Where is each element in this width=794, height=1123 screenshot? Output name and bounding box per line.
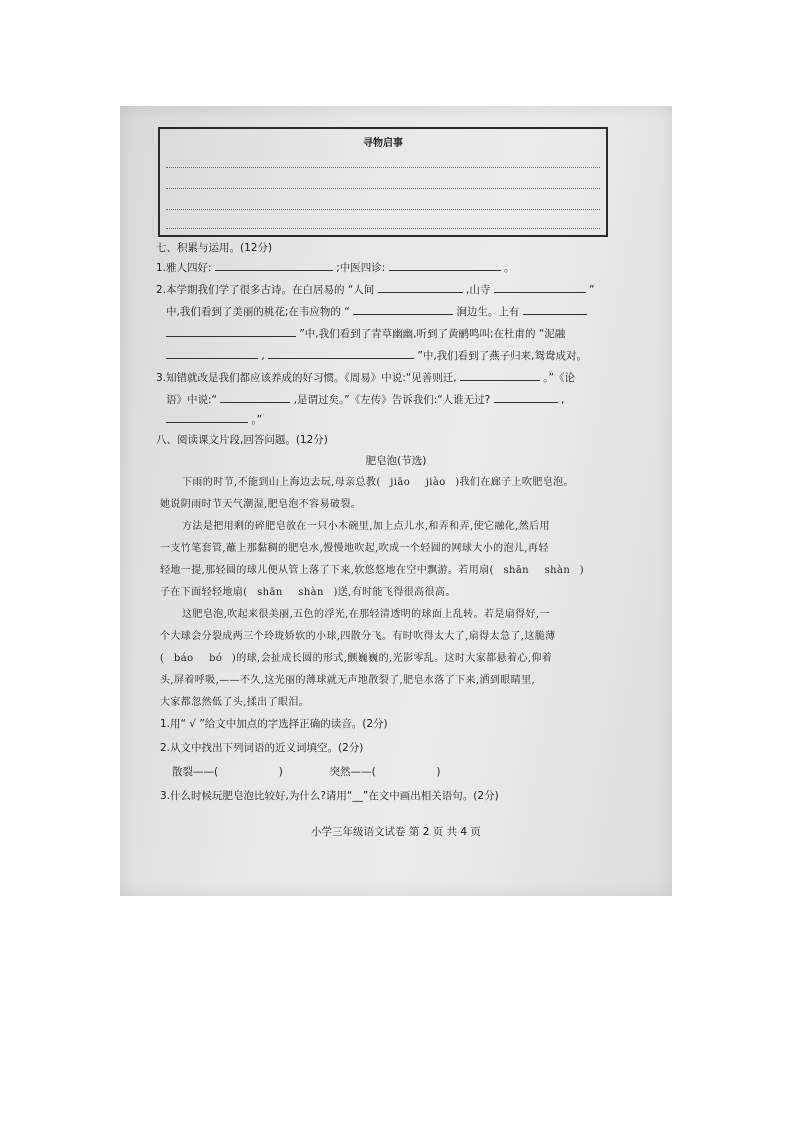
q7-2-text-g: , [261,350,265,362]
pinyin-option[interactable]: jiào [425,477,446,488]
q7-item-2-line-3 [166,326,565,341]
answer-blank[interactable] [220,393,290,403]
essay-title: 肥皂泡(节选) [365,455,427,467]
paren-close: ) [436,766,441,778]
essay-text: )的球,会扯成长圆的形式,颤巍巍的,光影零乱。这时大家都悬着心,仰着 [231,653,553,664]
essay-line: 个大球会分裂成两三个玲珑娇软的小球,四散分飞。有时吹得太大了,扇得太急了,这脆薄 [160,631,556,642]
q7-2-text-c: ” [589,284,595,296]
subquestion-2-blanks [172,764,441,779]
essay-line [182,473,574,488]
q7-2-text-h: ”中,我们看到了燕子归来,鸳鸯成对。 [417,350,587,362]
essay-text: 轻地一提,那轻圆的球儿便从管上落了下来,软悠悠地在空中飘游。若用扇( [160,565,494,576]
essay-text: )我们在廊子上吹肥皂泡。 [455,477,574,488]
q7-3-text-b: 。”《论 [543,372,575,384]
exam-page-photo [120,106,672,896]
answer-blank[interactable] [494,283,586,293]
q7-3-text-e: , [560,394,565,406]
essay-text: )送,有时能飞得很高很高。 [333,587,456,598]
essay-line: 头,屏着呼吸,——不久,这光丽的薄球就无声地散裂了,肥皂水落了下来,洒到眼睛里, [160,675,536,686]
q7-3-text-f: 。” [251,414,263,426]
writing-line [166,209,600,210]
answer-blank[interactable] [166,327,296,337]
pinyin-option[interactable]: bó [209,653,223,664]
q7-1-label-b: ;中医四诊: [336,262,386,274]
q7-item-1 [156,260,515,275]
essay-text: 下雨的时节,不能到山上海边去玩,母亲总教( [182,477,381,488]
answer-blank[interactable] [166,349,258,359]
answer-blank[interactable] [494,393,558,403]
pinyin-option[interactable]: shàn [298,587,324,598]
q7-2-text-b: ,山寺 [465,284,491,296]
essay-line: 大家都忽然低了头,揉出了眼泪。 [160,697,310,708]
essay-line: 方法是把用剩的碎肥皂放在一只小木碗里,加上点儿水,和弄和弄,使它融化,然后用 [182,521,550,532]
answer-blank[interactable] [268,349,414,359]
pinyin-option[interactable]: báo [173,653,194,664]
pinyin-option[interactable]: shān [503,565,530,576]
word-prompt: 突然——( [329,766,376,778]
q7-2-text-f: ”中,我们看到了青草幽幽,听到了黄鹂鸣叫;在杜甫的 “泥融 [299,328,566,340]
q7-item-2-line-4 [166,348,587,363]
answer-blank[interactable] [378,283,463,293]
word-prompt: 散裂——( [172,766,219,778]
pinyin-option[interactable]: shān [257,587,283,598]
subquestion-2: 2.从文中找出下列词语的近义词填空。(2分) [160,742,364,754]
q7-2-text-a: 2.本学期我们学了很多古诗。在白居易的 “人间 [156,284,375,296]
essay-line: 一支竹笔套管,蘸上那黏稠的肥皂水,慢慢地吹起,吹成一个轻圆的网球大小的泡儿,再轻 [160,543,549,554]
answer-blank[interactable] [353,305,453,315]
section-8-header: 八、阅读课文片段,回答问题。(12分) [156,434,328,446]
section-7-header: 七、积累与运用。(12分) [156,242,273,254]
writing-line [166,188,600,189]
answer-blank[interactable] [166,413,248,423]
essay-text: ( [160,653,165,664]
answer-blank[interactable] [523,305,587,315]
q7-item-3-line-2 [166,392,564,407]
writing-line [166,228,600,229]
q7-1-end: 。 [504,262,515,274]
q7-3-text-c: 语》中说:“ [166,394,217,406]
essay-text: 子在下面轻轻地扇( [160,587,248,598]
paren-close: ) [278,766,283,778]
subquestion-1: 1.用“ √ ”给文中加点的字选择正确的读音。(2分) [160,718,388,730]
notice-title: 寻物启事 [363,138,403,149]
essay-line [160,583,456,598]
q7-2-text-e: 涧边生。上有 [456,306,520,318]
q7-3-text-d: ,是谓过矣。”《左传》告诉我们:“人谁无过? [293,394,491,406]
answer-blank[interactable] [389,261,501,271]
q7-item-2-line-1 [156,282,594,297]
lost-item-notice-box [158,127,608,237]
pinyin-option[interactable]: shàn [544,565,571,576]
essay-line [160,561,584,576]
essay-line: 这肥皂泡,吹起来很美丽,五色的浮光,在那轻清透明的球面上乱转。若是扇得好,一 [182,609,550,620]
subquestion-3: 3.什么时候玩肥皂泡比较好,为什么?请用“__”在文中画出相关语句。(2分) [160,790,499,802]
q7-3-text-a: 3.知错就改是我们都应该养成的好习惯。《周易》中说:“见善则迁, [156,372,457,384]
essay-text: ) [579,565,585,576]
essay-line [160,649,552,664]
q7-item-3-line-1 [156,370,575,385]
q7-1-label-a: 1.雅人四好: [156,262,212,274]
q7-item-2-line-2 [166,304,587,319]
answer-blank[interactable] [460,371,540,381]
writing-line [166,167,600,168]
pinyin-option[interactable]: jiāo [390,477,411,488]
essay-line: 她说阴雨时节天气潮湿,肥皂泡不容易破裂。 [160,499,362,510]
answer-blank[interactable] [215,261,333,271]
q7-item-3-line-3 [166,412,262,427]
q7-2-text-d: 中,我们看到了美丽的桃花;在韦应物的 “ [166,306,350,318]
page-footer: 小学三年级语文试卷 第 2 页 共 4 页 [311,826,481,838]
